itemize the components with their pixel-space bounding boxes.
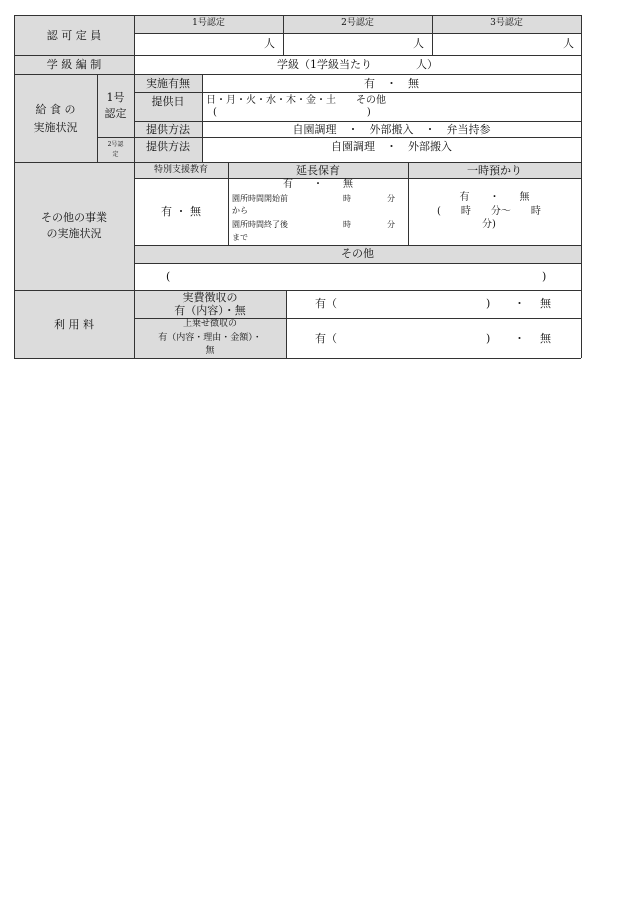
uwanose-label-3: 無 (205, 346, 215, 356)
jippi-label-2: 有（内容）・無 (174, 304, 246, 317)
encho-kara: から (232, 206, 248, 215)
sonota-jigyo-label-2: の実施状況 (46, 227, 102, 240)
kyushoku-cert1-2: 認定 (104, 107, 127, 120)
hoho-value-1: 自園調理 ・ 外部搬入 ・ 弁当持参 (292, 123, 491, 136)
jippi-dot: ・ (514, 297, 525, 310)
riyoryo-label: 利 用 料 (54, 318, 94, 331)
cert1-header: 1号認定 (192, 18, 225, 28)
sonota-open: ( (166, 270, 171, 283)
kyushoku-label-1: 給 食 の (35, 103, 76, 116)
teikyo-paren: ( ) (213, 107, 371, 118)
cert2-unit: 人 (413, 37, 424, 50)
kyushoku-label-2: 実施状況 (33, 121, 78, 134)
uwanose-no: 無 (540, 332, 551, 345)
cert3-header: 3号認定 (490, 18, 523, 28)
jippi-no: 無 (540, 297, 551, 310)
gakkyu-value: 学級（1学級当たり 人） (277, 58, 438, 71)
ichiji-umu: 有 ・ 無 (459, 192, 530, 203)
jippi-yes: 有（ (315, 297, 337, 310)
uwanose-label-2: 有（内容・理由・金額）・ (158, 333, 262, 343)
hoho-value-2: 自園調理 ・ 外部搬入 (331, 140, 452, 153)
hoho-label-1: 提供方法 (146, 123, 190, 136)
uwanose-dot: ・ (514, 332, 525, 345)
sonota-close: ) (542, 270, 547, 283)
cert2-header: 2号認定 (341, 18, 374, 28)
encho-after: 園所時間終了後 (232, 220, 288, 229)
jippi-close: ) (486, 297, 491, 310)
sonota-jigyo-label-1: その他の事業 (41, 211, 107, 224)
kyushoku-cert1-1: 1号 (106, 91, 125, 104)
cert3-unit: 人 (563, 37, 574, 50)
ichiji-time: ( 時 分～ 時 (437, 206, 541, 217)
encho-umu: 有 ・ 無 (283, 179, 353, 190)
jisshi-value: 有 ・ 無 (364, 77, 419, 90)
encho-after-ji: 時 (343, 220, 351, 229)
ichiji-label: 一時預かり (467, 164, 522, 177)
teikyo-days: 日・月・火・水・木・金・土 その他 (206, 95, 386, 106)
teikyo-label: 提供日 (151, 95, 185, 108)
tokubetsu-label: 特別支援教育 (153, 165, 208, 175)
encho-before-ji: 時 (343, 194, 351, 203)
hoho-label-2: 提供方法 (146, 140, 190, 153)
tokubetsu-value: 有 ・ 無 (161, 205, 201, 218)
ichiji-fun: 分) (482, 219, 496, 230)
uwanose-yes: 有（ (315, 332, 337, 345)
jisshi-label: 実施有無 (146, 77, 190, 90)
cert1-unit: 人 (264, 37, 275, 50)
kyushoku-cert2-1: 2号認 (107, 141, 124, 148)
gakkyu-label: 学 級 編 制 (46, 58, 102, 71)
ninka-teiin-label: 認 可 定 員 (46, 29, 102, 42)
encho-after-fun: 分 (387, 220, 395, 229)
encho-label: 延長保育 (296, 164, 340, 177)
uwanose-label-1: 上乗せ徴収の (182, 319, 237, 329)
kyushoku-cert2-2: 定 (112, 151, 119, 158)
encho-before: 園所時間開始前 (232, 194, 288, 203)
encho-before-fun: 分 (387, 194, 395, 203)
uwanose-close: ) (486, 332, 491, 345)
jippi-label-1: 実費徴収の (182, 291, 238, 304)
sonota-label: その他 (341, 247, 374, 260)
encho-made: まで (232, 233, 248, 242)
